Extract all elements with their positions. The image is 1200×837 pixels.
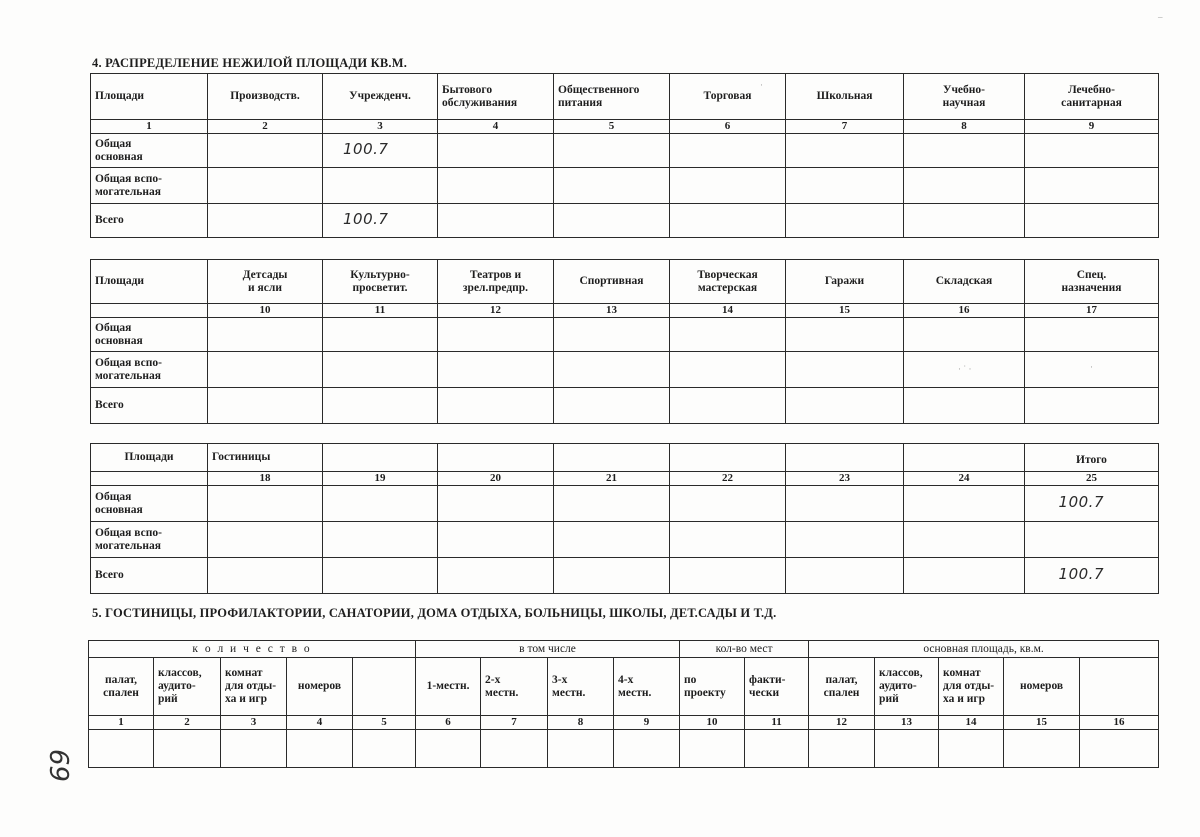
column-number: 10 [208, 304, 323, 318]
table-cell [904, 388, 1025, 424]
section5-title: 5. ГОСТИНИЦЫ, ПРОФИЛАКТОРИИ, САНАТОРИИ, ДОМА ОТДЫХА, БОЛЬНИЦЫ, ШКОЛЫ, ДЕТ.САДЫ И Т.Д. [92, 606, 777, 620]
column-number: 1 [91, 120, 208, 134]
column-number: 2 [154, 716, 221, 730]
table-cell [670, 318, 786, 352]
table-cell [323, 318, 438, 352]
section4-title: 4. РАСПРЕДЕЛЕНИЕ НЕЖИЛОЙ ПЛОЩАДИ КВ.М. [92, 56, 408, 70]
table-cell [554, 204, 670, 238]
table-cell [1025, 558, 1159, 594]
table-cell [554, 388, 670, 424]
table-cell [786, 558, 904, 594]
column-number: 23 [786, 472, 904, 486]
table-cell [353, 730, 416, 768]
column-number: 8 [548, 716, 614, 730]
column-number: 4 [438, 120, 554, 134]
table-cell [554, 318, 670, 352]
table-cell [221, 730, 287, 768]
table-cell [208, 558, 323, 594]
handwritten-value: 100.7 [343, 140, 389, 158]
header-cell [353, 658, 416, 716]
header-cell: классов, аудито- рий [154, 658, 221, 716]
header-cell: Складская [904, 260, 1025, 304]
table-cell [670, 558, 786, 594]
header-cell [438, 444, 554, 472]
nonresidential-area-table-2 [90, 259, 1159, 424]
table-cell [154, 730, 221, 768]
column-number: 2 [208, 120, 323, 134]
table-cell [208, 352, 323, 388]
nonresidential-area-table-3 [90, 443, 1159, 594]
table-cell [323, 388, 438, 424]
table-cell [1025, 388, 1159, 424]
header-cell: палат, спален [89, 658, 154, 716]
table-cell [208, 204, 323, 238]
column-number: 16 [904, 304, 1025, 318]
column-number: 15 [1004, 716, 1080, 730]
table-cell [1025, 522, 1159, 558]
table-cell [786, 352, 904, 388]
scan-speck: · [1090, 362, 1093, 372]
table-cell [438, 318, 554, 352]
table-cell [208, 134, 323, 168]
column-number [91, 472, 208, 486]
table-cell [670, 352, 786, 388]
table-cell [481, 730, 548, 768]
column-number: 19 [323, 472, 438, 486]
table-cell [670, 204, 786, 238]
table-cell [548, 730, 614, 768]
table-cell [904, 204, 1025, 238]
header-cell: комнат для отды- ха и игр [939, 658, 1004, 716]
header-cell: Гаражи [786, 260, 904, 304]
column-number: 9 [614, 716, 680, 730]
header-cell: Итого [1025, 444, 1159, 472]
header-cell: Учрежденч. [323, 74, 438, 120]
group-header: к о л и ч е с т в о [89, 641, 416, 658]
table-cell [323, 486, 438, 522]
table-cell [1025, 204, 1159, 238]
header-cell: 2-х местн. [481, 658, 548, 716]
column-number: 11 [323, 304, 438, 318]
row-label: Общая основная [91, 486, 208, 522]
header-cell: Творческая мастерская [670, 260, 786, 304]
header-cell: факти- чески [745, 658, 809, 716]
table-cell [786, 168, 904, 204]
table-cell [904, 134, 1025, 168]
table-cell [875, 730, 939, 768]
row-label: Всего [91, 558, 208, 594]
table-cell [438, 204, 554, 238]
table-cell [438, 486, 554, 522]
column-number: 9 [1025, 120, 1159, 134]
table-cell [438, 388, 554, 424]
table-cell [554, 486, 670, 522]
header-cell: 1-местн. [416, 658, 481, 716]
table-cell [1080, 730, 1159, 768]
column-number: 5 [554, 120, 670, 134]
header-cell: Спец. назначения [1025, 260, 1159, 304]
group-header: кол-во мест [680, 641, 809, 658]
table-cell [786, 204, 904, 238]
header-cell: 4-х местн. [614, 658, 680, 716]
header-cell [323, 444, 438, 472]
header-cell: по проекту [680, 658, 745, 716]
group-header: основная площадь, кв.м. [809, 641, 1159, 658]
header-cell: Театров и зрел.предпр. [438, 260, 554, 304]
header-cell [1080, 658, 1159, 716]
header-cell [904, 444, 1025, 472]
column-number: 13 [875, 716, 939, 730]
column-number: 21 [554, 472, 670, 486]
row-label: Всего [91, 204, 208, 238]
header-cell: Учебно- научная [904, 74, 1025, 120]
column-number: 17 [1025, 304, 1159, 318]
table-cell [786, 522, 904, 558]
column-number: 13 [554, 304, 670, 318]
header-cell: Спортивная [554, 260, 670, 304]
row-label: Общая вспо- могательная [91, 522, 208, 558]
facilities-table [88, 640, 1159, 768]
table-cell [786, 134, 904, 168]
table-cell [904, 486, 1025, 522]
table-cell [786, 486, 904, 522]
table-cell [323, 352, 438, 388]
table-cell [438, 168, 554, 204]
header-cell: номеров [287, 658, 353, 716]
column-number: 12 [438, 304, 554, 318]
header-cell: классов, аудито- рий [875, 658, 939, 716]
table-cell [904, 168, 1025, 204]
table-cell [438, 352, 554, 388]
table-cell [1025, 134, 1159, 168]
table-cell [614, 730, 680, 768]
table-cell [670, 388, 786, 424]
header-cell [554, 444, 670, 472]
column-number: 11 [745, 716, 809, 730]
header-cell: Производств. [208, 74, 323, 120]
column-number: 3 [323, 120, 438, 134]
column-number: 18 [208, 472, 323, 486]
table-cell [1025, 318, 1159, 352]
table-cell [670, 486, 786, 522]
table-cell [438, 558, 554, 594]
header-cell: Торговая [670, 74, 786, 120]
column-number: 20 [438, 472, 554, 486]
column-number: 25 [1025, 472, 1159, 486]
table-cell [809, 730, 875, 768]
table-cell [939, 730, 1004, 768]
column-number: 8 [904, 120, 1025, 134]
header-cell: комнат для отды- ха и игр [221, 658, 287, 716]
row-label: Общая вспо- могательная [91, 352, 208, 388]
table-cell [670, 522, 786, 558]
column-number: 3 [221, 716, 287, 730]
table-cell [323, 168, 438, 204]
table-cell [670, 134, 786, 168]
table-cell [904, 522, 1025, 558]
table-cell [786, 318, 904, 352]
scan-speck: · [760, 80, 763, 90]
table-cell [1025, 486, 1159, 522]
handwritten-value: 100.7 [343, 210, 389, 228]
header-cell [786, 444, 904, 472]
row-label: Всего [91, 388, 208, 424]
handwritten-page-number: 69 [46, 748, 76, 782]
table-cell [554, 558, 670, 594]
row-label: Общая вспо- могательная [91, 168, 208, 204]
row-label: Общая основная [91, 134, 208, 168]
table-cell [208, 388, 323, 424]
column-number: 16 [1080, 716, 1159, 730]
column-number: 1 [89, 716, 154, 730]
column-number [91, 304, 208, 318]
header-cell: Общественного питания [554, 74, 670, 120]
table-cell [1004, 730, 1080, 768]
table-cell [416, 730, 481, 768]
scan-speck: · ˙ · [958, 364, 972, 374]
group-header: в том числе [416, 641, 680, 658]
table-cell [680, 730, 745, 768]
header-cell: 3-х местн. [548, 658, 614, 716]
column-number: 6 [670, 120, 786, 134]
header-cell: Школьная [786, 74, 904, 120]
header-cell: номеров [1004, 658, 1080, 716]
header-cell: Площади [91, 74, 208, 120]
header-cell: Площади [91, 444, 208, 472]
column-number: 14 [670, 304, 786, 318]
table-cell [745, 730, 809, 768]
column-number: 24 [904, 472, 1025, 486]
column-number: 4 [287, 716, 353, 730]
column-number: 5 [353, 716, 416, 730]
table-cell [89, 730, 154, 768]
table-cell [323, 522, 438, 558]
header-cell [670, 444, 786, 472]
column-number: 22 [670, 472, 786, 486]
header-cell: Детсады и ясли [208, 260, 323, 304]
header-cell: Лечебно- санитарная [1025, 74, 1159, 120]
header-cell: Гостиницы [208, 444, 323, 472]
nonresidential-area-table-1 [90, 73, 1159, 238]
column-number: 7 [481, 716, 548, 730]
table-cell [438, 134, 554, 168]
table-cell [904, 318, 1025, 352]
table-cell [208, 318, 323, 352]
table-cell [323, 134, 438, 168]
handwritten-value: 100.7 [1058, 565, 1104, 583]
row-label: Общая основная [91, 318, 208, 352]
header-cell: Культурно- просветит. [323, 260, 438, 304]
column-number: 6 [416, 716, 481, 730]
table-cell [438, 522, 554, 558]
header-cell: Площади [91, 260, 208, 304]
handwritten-value: 100.7 [1058, 493, 1104, 511]
table-cell [554, 352, 670, 388]
column-number: 14 [939, 716, 1004, 730]
table-cell [323, 204, 438, 238]
table-cell [208, 486, 323, 522]
table-cell [208, 522, 323, 558]
table-cell [287, 730, 353, 768]
table-cell [786, 388, 904, 424]
header-cell: палат, спален [809, 658, 875, 716]
table-cell [208, 168, 323, 204]
table-cell [554, 522, 670, 558]
table-cell [554, 134, 670, 168]
column-number: 10 [680, 716, 745, 730]
scan-speck: – [1158, 12, 1163, 22]
table-cell [670, 168, 786, 204]
column-number: 7 [786, 120, 904, 134]
table-cell [323, 558, 438, 594]
column-number: 15 [786, 304, 904, 318]
table-cell [554, 168, 670, 204]
table-cell [904, 558, 1025, 594]
table-cell [1025, 168, 1159, 204]
header-cell: Бытового обслуживания [438, 74, 554, 120]
column-number: 12 [809, 716, 875, 730]
